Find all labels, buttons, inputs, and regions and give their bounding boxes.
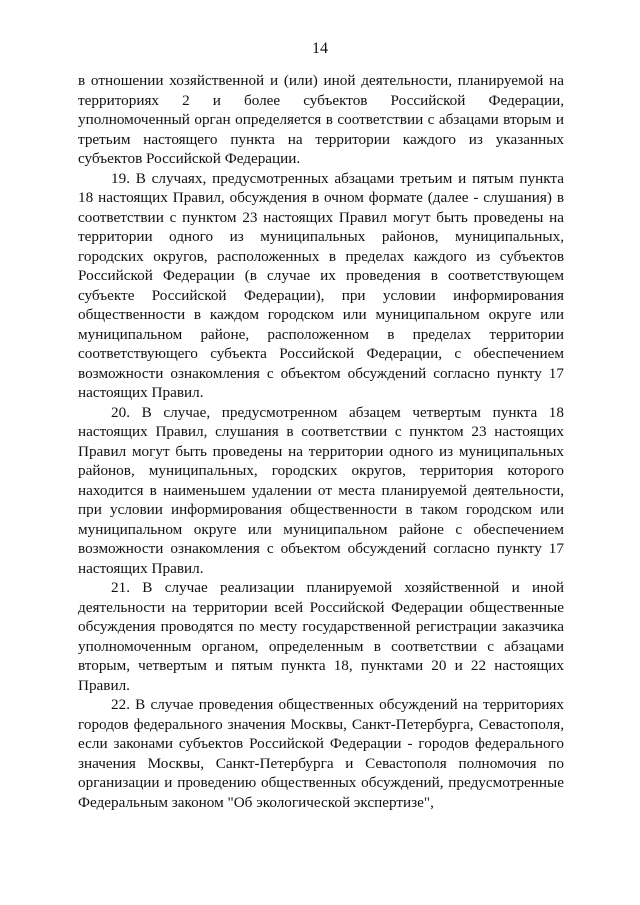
paragraph-continuation: в отношении хозяйственной и (или) иной деятельности, планируемой на территориях 2 и более субъектов Российской Федерации, уполномоченный орган определяется в соответствии с абзацами вторым и третьим настоящего пункта на территории каждого из указанных субъектов Российской Федерации. (78, 72, 564, 167)
paragraph-19: 19. В случаях, предусмотренных абзацами третьим и пятым пункта 18 настоящих Правил, обсуждения в очном формате (далее - слушания) в соответствии с пунктом 23 настоящих Правил могут быть проведены на территории одного из муниципальных районов, муниципальных, городских округов, расположенных в пределах каждого из субъектов Российской Федерации (в случае их проведения в соответствующем субъекте Российской Федерации), при условии информирования общественности в каждом городском или муниципальном округе или муниципальном районе, расположенном в пределах территории соответствующего субъекта Российской Федерации, с обеспечением возможности ознакомления с объектом обсуждений согласно пункту 17 настоящих Правил. (78, 169, 564, 401)
page-number: 14 (312, 40, 328, 57)
paragraph-20: 20. В случае, предусмотренном абзацем четвертым пункта 18 настоящих Правил, слушания в соответствии с пунктом 23 настоящих Правил могут быть проведены на территории одного из муниципальных районов, муниципальных, городских округов, территория которого находится в наименьшем удалении от места планируемой деятельности, при условии информирования общественности в таком городском или муниципальном округе или муниципальном районе с обеспечением возможности ознакомления с объектом обсуждений согласно пункту 17 настоящих Правил. (78, 403, 564, 577)
paragraph-21: 21. В случае реализации планируемой хозяйственной и иной деятельности на территории всей Российской Федерации общественные обсуждения проводятся по месту государственной регистрации заказчика уполномоченным органом, определенным в соответствии с абзацами вторым, четвертым и пятым пункта 18, пунктами 20 и 22 настоящих Правил. (78, 579, 564, 694)
paragraph-22: 22. В случае проведения общественных обсуждений на территориях городов федерального значения Москвы, Санкт-Петербурга, Севастополя, если законами субъектов Российской Федерации - городов федерального значения Москвы, Санкт-Петербурга и Севастополя полномочия по организации и проведению общественных обсуждений, предусмотренные Федеральным законом "Об экологической экспертизе", (78, 696, 564, 811)
document-body (78, 71, 564, 812)
